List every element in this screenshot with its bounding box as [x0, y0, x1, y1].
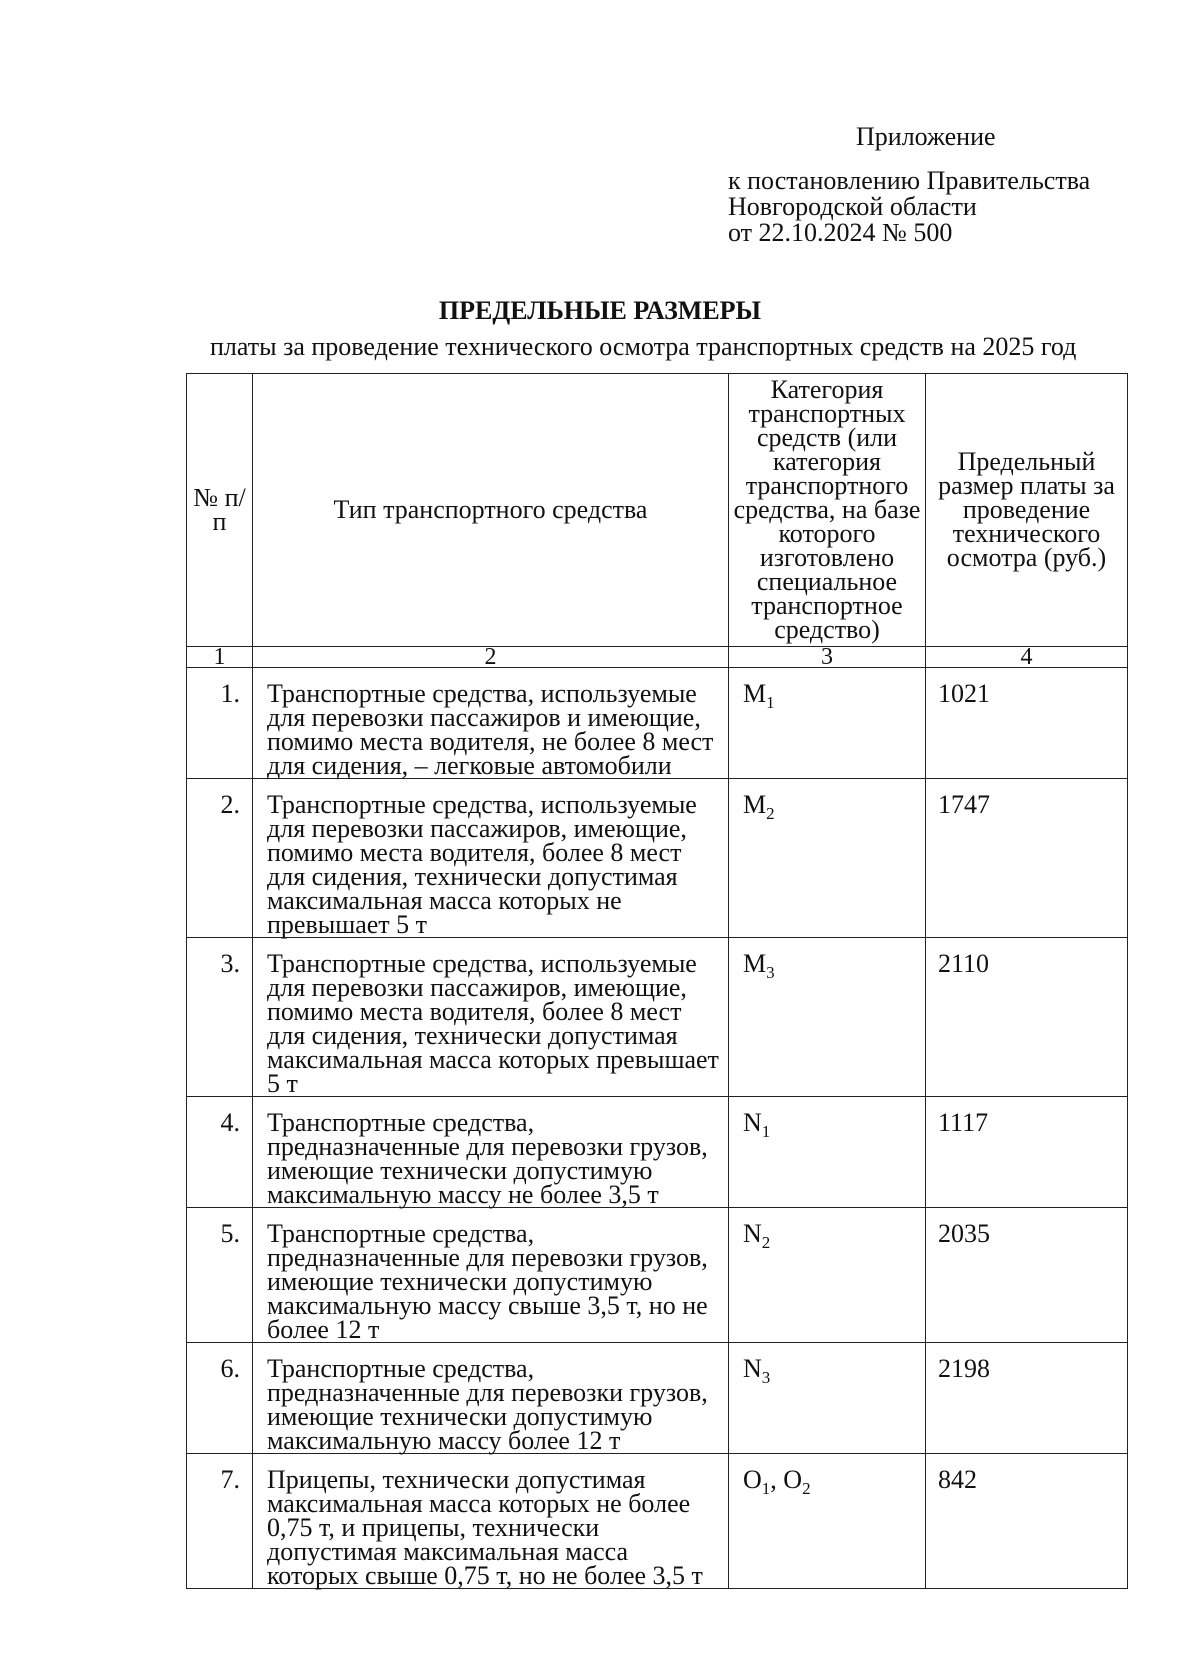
appendix-line-resolution: к постановлению Правительства	[728, 166, 1091, 195]
row-number: 6.	[187, 1343, 253, 1454]
vehicle-type: Прицепы, технически допустимая максимальная масса которых не более 0,75 т, и прицепы, технически допустимая максимальная масса которых свыше 0,75 т, но не более 3,5 т	[253, 1454, 729, 1589]
vehicle-category	[729, 779, 926, 938]
fee-value: 2198	[926, 1343, 1128, 1454]
fees-table	[186, 373, 1128, 1589]
column-number: 1	[187, 647, 253, 668]
table-header-row	[187, 374, 1128, 647]
vehicle-type: Транспортные средства, предназначенные для перевозки грузов, имеющие технически допустимую максимальную массу не более 3,5 т	[253, 1097, 729, 1208]
appendix-title: Приложение	[856, 122, 996, 151]
header-number-label: № п/п	[193, 483, 246, 536]
header-type	[253, 374, 729, 647]
category-subscript: 1	[761, 1122, 771, 1141]
category-letter: N	[743, 1354, 762, 1383]
vehicle-category	[729, 1097, 926, 1208]
table-row	[187, 1097, 1128, 1208]
table-row	[187, 1454, 1128, 1589]
vehicle-type: Транспортные средства, используемые для перевозки пассажиров и имеющие, помимо места водителя, не более 8 мест для сидения, – легковые автомобили	[253, 668, 729, 779]
column-number: 2	[253, 647, 729, 668]
header-fee	[926, 374, 1128, 647]
table-row	[187, 668, 1128, 779]
category-letter-second: , O	[770, 1465, 803, 1494]
category-letter: O	[743, 1465, 762, 1494]
category-subscript: 2	[766, 804, 775, 823]
header-fee-label: Предельный размер платы за проведение технического осмотра (руб.)	[938, 447, 1115, 572]
category-subscript: 1	[766, 693, 775, 712]
table-row	[187, 1343, 1128, 1454]
fee-value: 842	[926, 1454, 1128, 1589]
vehicle-type: Транспортные средства, предназначенные для перевозки грузов, имеющие технически допустимую максимальную массу более 12 т	[253, 1343, 729, 1454]
appendix-line-region: Новгородской области	[728, 192, 977, 221]
header-type-label: Тип транспортного средства	[333, 495, 648, 524]
vehicle-category	[729, 1208, 926, 1343]
category-subscript: 3	[761, 1368, 771, 1387]
category-letter: N	[743, 1108, 762, 1137]
table-row	[187, 1208, 1128, 1343]
document-title: ПРЕДЕЛЬНЫЕ РАЗМЕРЫ	[438, 296, 762, 325]
category-letter: M	[743, 790, 767, 819]
vehicle-type: Транспортные средства, используемые для перевозки пассажиров, имеющие, помимо места водителя, более 8 мест для сидения, технически допустимая максимальная масса которых превышает 5 т	[253, 938, 729, 1097]
header-number	[187, 374, 253, 647]
fee-value: 1021	[926, 668, 1128, 779]
category-letter: M	[743, 949, 767, 978]
row-number: 1.	[187, 668, 253, 779]
table-row	[187, 779, 1128, 938]
vehicle-category	[729, 668, 926, 779]
category-letter: N	[743, 1219, 762, 1248]
category-subscript-second: 2	[802, 1479, 811, 1498]
row-number: 2.	[187, 779, 253, 938]
category-subscript: 3	[766, 963, 775, 982]
row-number: 5.	[187, 1208, 253, 1343]
category-letter: M	[743, 679, 767, 708]
row-number: 3.	[187, 938, 253, 1097]
vehicle-category	[729, 1454, 926, 1589]
fee-value: 1747	[926, 779, 1128, 938]
fee-value: 2110	[926, 938, 1128, 1097]
vehicle-category	[729, 938, 926, 1097]
appendix-line-date: от 22.10.2024 № 500	[728, 218, 953, 247]
table-row	[187, 938, 1128, 1097]
document-subtitle: платы за проведение технического осмотра транспортных средств на 2025 год	[210, 332, 1077, 361]
row-number: 7.	[187, 1454, 253, 1589]
fee-value: 2035	[926, 1208, 1128, 1343]
vehicle-type: Транспортные средства, предназначенные для перевозки грузов, имеющие технически допустимую максимальную массу свыше 3,5 т, но не более 12 т	[253, 1208, 729, 1343]
appendix-block	[728, 124, 1090, 246]
header-category	[729, 374, 926, 647]
category-subscript: 2	[761, 1233, 771, 1252]
fee-value: 1117	[926, 1097, 1128, 1208]
column-number-row	[187, 647, 1128, 668]
vehicle-category	[729, 1343, 926, 1454]
column-number: 4	[926, 647, 1128, 668]
column-number: 3	[729, 647, 926, 668]
row-number: 4.	[187, 1097, 253, 1208]
category-subscript: 1	[761, 1479, 771, 1498]
header-category-label: Категория транспортных средств (или категория транспортного средства, на базе которого изготовлено специальное транспортное средство)	[733, 375, 921, 644]
vehicle-type: Транспортные средства, используемые для перевозки пассажиров, имеющие, помимо места водителя, более 8 мест для сидения, технически допустимая максимальная масса которых не превышает 5 т	[253, 779, 729, 938]
